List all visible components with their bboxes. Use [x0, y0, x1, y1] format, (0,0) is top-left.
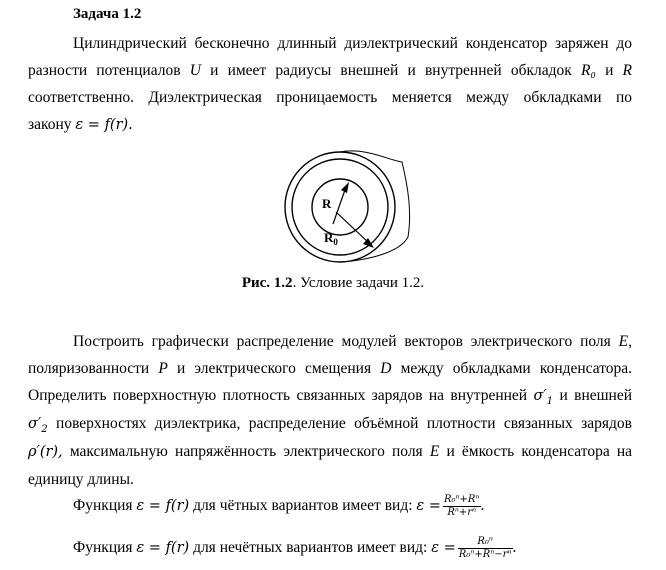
- function-odd: [28, 536, 632, 561]
- label-R0: [324, 230, 338, 247]
- symbol-E: E,: [618, 333, 633, 350]
- rho-formula: ρ′(r),: [28, 444, 63, 460]
- body-line-2: [28, 355, 632, 382]
- odd-prefix: Функция: [73, 539, 133, 557]
- intro-text-2: разности потенциалов: [28, 62, 181, 79]
- radius-R-arrow: [333, 187, 346, 224]
- intro-text-4: и: [605, 62, 614, 79]
- body-line-3: [28, 382, 632, 410]
- sigma-2: [28, 416, 48, 435]
- body-text-3: и электрического смещения: [176, 360, 372, 377]
- even-eps: ε =: [416, 498, 441, 515]
- symbol-E-2: E: [429, 443, 440, 460]
- label-R0-base: R: [324, 230, 334, 245]
- intro-text-1: Цилиндрический бесконечно длинный диэлектрический конденсатор заряжен до: [73, 35, 632, 52]
- inner-plate-circle: [312, 179, 368, 235]
- body-line-5: [28, 438, 632, 466]
- cylinder-outline: [340, 151, 410, 262]
- odd-fraction: [458, 536, 513, 561]
- even-law: ε = f(r): [136, 498, 190, 515]
- sigma-2-sym: σ′: [28, 416, 42, 432]
- symbol-U: U: [189, 62, 201, 79]
- caption-bold: Рис. 1.2: [241, 275, 293, 291]
- even-text: для чётных вариантов имеет вид:: [193, 497, 413, 515]
- symbol-P: P: [158, 360, 168, 377]
- intro-paragraph: [28, 30, 632, 139]
- intro-text-6: закону: [28, 116, 72, 133]
- odd-dot: .: [512, 539, 517, 557]
- label-R: R: [322, 196, 332, 211]
- intro-line-3: [28, 84, 632, 111]
- symbol-R0: R₀: [581, 62, 596, 79]
- odd-text: для нечётных вариантов имеет вид:: [193, 539, 428, 557]
- task-title: Задача 1.2: [73, 6, 142, 22]
- intro-line-4: [28, 111, 632, 139]
- even-denominator: Rⁿ+rⁿ: [447, 507, 477, 518]
- caption-text: . Условие задачи 1.2.: [292, 275, 425, 291]
- sigma-1: [533, 388, 554, 407]
- function-odd-line: [28, 536, 632, 561]
- body-text-6: и внешней: [559, 387, 633, 404]
- body-text-1: Построить графически распределение модулей векторов электрического поля: [73, 333, 611, 350]
- even-prefix: Функция: [73, 497, 133, 515]
- intro-text-3: и имеет радиусы внешней и внутренней обкладок: [210, 62, 572, 79]
- body-text-9: и ёмкость конденсатора на: [446, 443, 633, 460]
- intro-line-2: [28, 57, 632, 84]
- radius-R-arrowhead: [341, 182, 349, 193]
- function-even-line: [28, 494, 632, 519]
- body-text-4: между обкладками конденсатора.: [400, 360, 633, 377]
- even-numerator: R₀ⁿ+Rⁿ: [443, 494, 480, 505]
- body-text-5: Определить поверхностную плотность связанных зарядов на внутренней: [28, 387, 528, 404]
- body-paragraph: [28, 328, 632, 493]
- even-fraction: [443, 494, 481, 519]
- symbol-D: D: [380, 360, 392, 377]
- radius-R0-arrow: [336, 212, 369, 243]
- sigma-1-sym: σ′: [533, 388, 547, 404]
- capacitor-figure: [270, 142, 430, 272]
- intro-text-5: соответственно. Диэлектрическая проницаемость меняется между обкладками по: [28, 89, 632, 106]
- body-text-7: поверхностях диэлектрика, распределение объёмной плотности связанных зарядов: [56, 415, 632, 432]
- odd-denominator: R₀ⁿ+Rⁿ−rⁿ: [458, 549, 512, 560]
- body-text-10: единицу длины.: [28, 471, 134, 488]
- body-text-2: поляризованности: [28, 360, 150, 377]
- function-even: [28, 494, 632, 519]
- outer-edge-circle: [285, 152, 395, 262]
- sigma-1-sub: 1: [546, 395, 554, 407]
- odd-eps: ε =: [431, 540, 456, 557]
- figure-caption: [0, 275, 666, 292]
- body-line-6: [28, 466, 632, 493]
- odd-numerator: R₀ⁿ: [458, 536, 513, 549]
- outer-plate-circle: [292, 159, 388, 255]
- intro-line-1: [28, 30, 632, 57]
- symbol-R: R: [622, 62, 633, 79]
- body-text-8: максимальную напряжённость электрического поля: [69, 443, 423, 460]
- odd-law: ε = f(r): [136, 540, 190, 557]
- law-formula: ε = f(r).: [75, 117, 133, 133]
- body-line-1: [28, 328, 632, 355]
- body-line-4: [28, 410, 632, 438]
- even-dot: .: [480, 497, 485, 515]
- sigma-2-sub: 2: [41, 423, 48, 435]
- label-R0-sub: 0: [333, 237, 338, 247]
